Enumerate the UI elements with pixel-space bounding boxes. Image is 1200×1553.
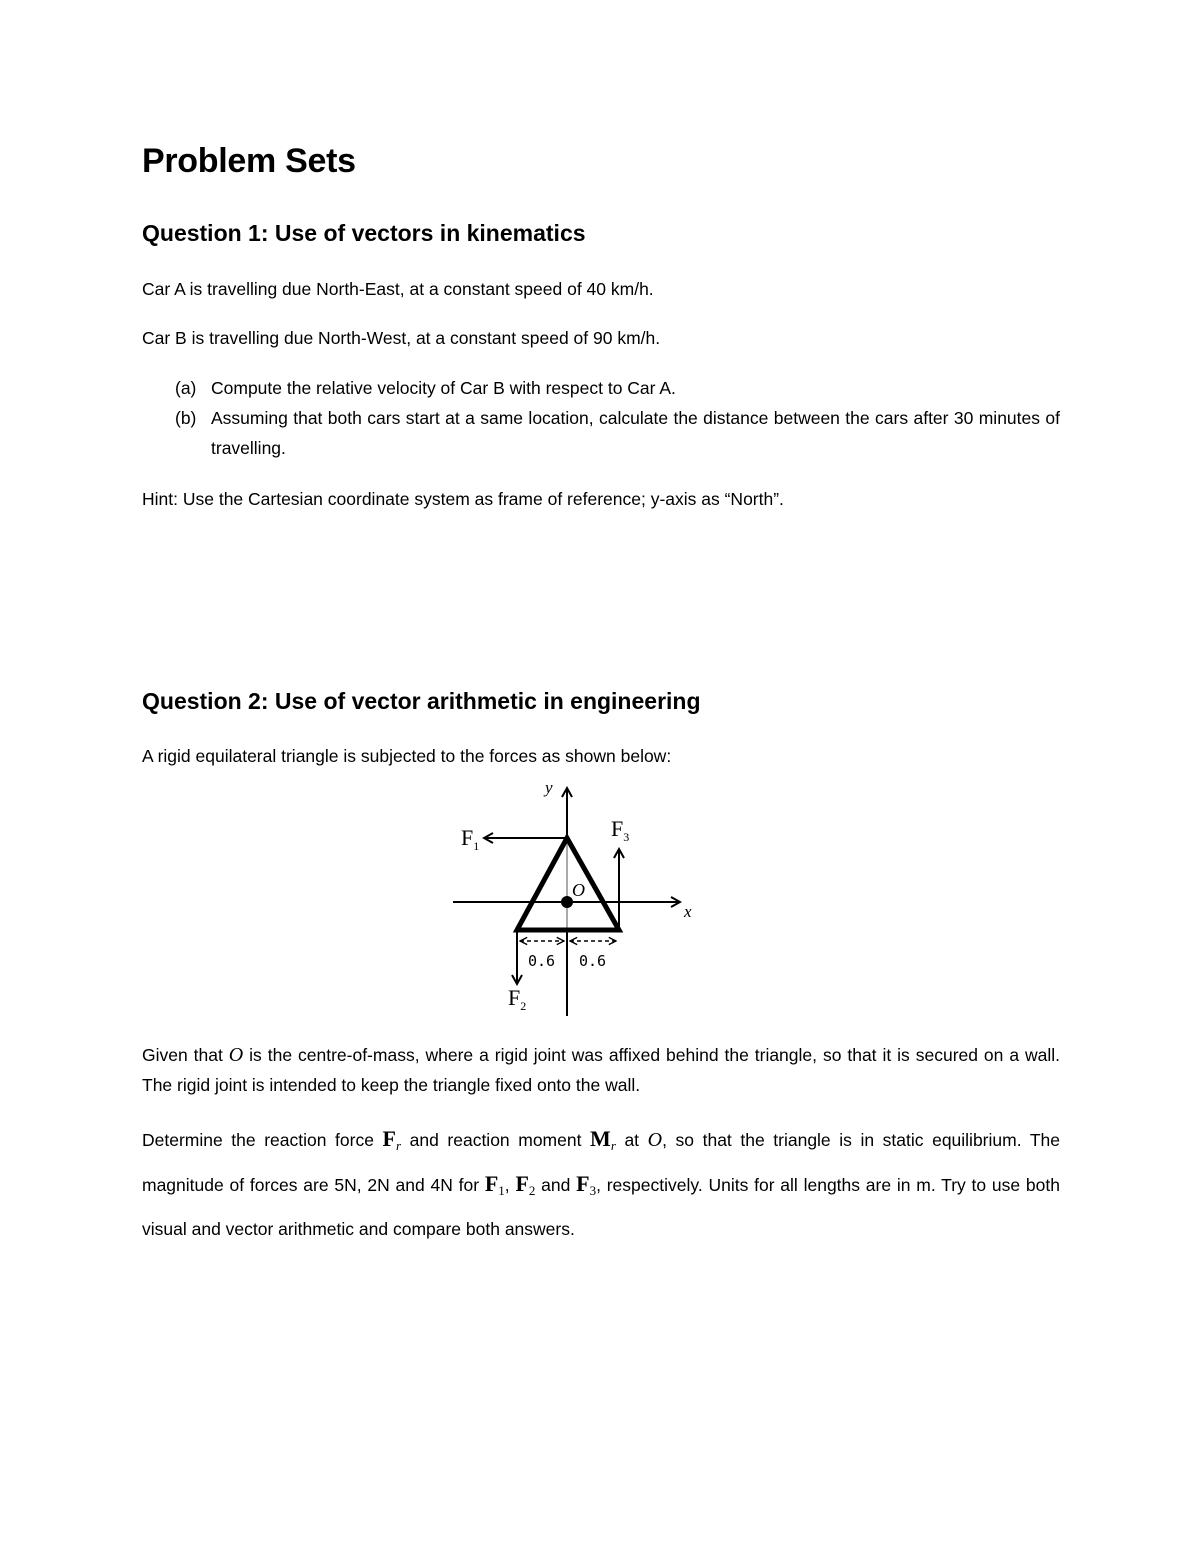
q1-item-a-text: Compute the relative velocity of Car B with respect to Car A.	[211, 378, 676, 398]
q1-item-b-text: Assuming that both cars start at a same location, calculate the distance between the cars after 30 minutes of travelling.	[211, 408, 1060, 458]
f3-subscript: 3	[623, 830, 630, 844]
det-text-1: Determine the reaction force	[142, 1130, 383, 1150]
q2-given-paragraph	[142, 1040, 1060, 1100]
det-o-symbol: O	[647, 1129, 663, 1151]
f2-symbol: F	[515, 1171, 529, 1196]
dimension-right-label: 0.6	[579, 952, 607, 970]
page-title: Problem Sets	[142, 142, 356, 180]
given-o-symbol: O	[228, 1044, 244, 1066]
f1-label	[461, 825, 479, 853]
q1-car-b-text: Car B is travelling due North-West, at a constant speed of 90 km/h.	[142, 328, 661, 348]
f2-subscript: 2	[520, 999, 527, 1013]
f3-label	[611, 816, 629, 844]
f3-letter: F	[611, 816, 624, 841]
q2-intro: A rigid equilateral triangle is subjected to the forces as shown below:	[142, 746, 672, 766]
q1-item-a	[175, 373, 1060, 403]
f1-symbol-subscript: 1	[498, 1183, 505, 1198]
det-text-2: and reaction moment	[401, 1130, 591, 1150]
reaction-moment-subscript: r	[610, 1138, 616, 1153]
question-2-heading: Question 2: Use of vector arithmetic in engineering	[142, 688, 701, 714]
det-text-5: , respectively. Units for all lengths are in m. Try to use both visual and vector arithmetic and compare both answers.	[142, 1175, 1060, 1239]
f2-symbol-subscript: 2	[528, 1183, 536, 1198]
f1-letter: F	[461, 825, 474, 850]
q1-item-a-label: (a)	[175, 378, 197, 398]
q1-car-a-text: Car A is travelling due North-East, at a constant speed of 40 km/h.	[142, 279, 654, 299]
f3-symbol-subscript: 3	[589, 1183, 597, 1198]
dimension-left-label: 0.6	[528, 952, 556, 970]
f1-subscript: 1	[473, 839, 480, 853]
question-1-heading: Question 1: Use of vectors in kinematics	[142, 220, 586, 246]
force-diagram	[440, 770, 710, 1025]
f2-label	[508, 985, 526, 1013]
f1-symbol: F	[484, 1171, 499, 1196]
origin-label: O	[572, 880, 585, 900]
f2-letter: F	[508, 985, 521, 1010]
det-text-3: at	[615, 1130, 648, 1150]
given-part-2: is the centre-of-mass, where a rigid joint was affixed behind the triangle, so that it is secured on a wall. The rigid joint is intended to keep the triangle fixed onto the wall.	[142, 1045, 1060, 1095]
y-axis-label: y	[545, 778, 553, 797]
q1-item-b	[175, 403, 1060, 463]
x-axis-label: x	[684, 902, 692, 921]
q2-determine-paragraph	[142, 1120, 1060, 1248]
reaction-force-symbol: F	[382, 1126, 396, 1151]
det-sep-1: ,	[504, 1175, 516, 1195]
reaction-force-subscript: r	[395, 1138, 402, 1153]
f3-symbol: F	[576, 1171, 590, 1196]
q1-hint: Hint: Use the Cartesian coordinate system as frame of reference; y-axis as “North”.	[142, 489, 784, 509]
det-and: and	[535, 1175, 577, 1195]
det-text-4: , so that the triangle is in static equilibrium. The magnitude of forces are 5N, 2N and 4N for	[142, 1130, 1060, 1195]
given-part-1: Given that	[142, 1045, 229, 1065]
q1-item-b-label: (b)	[175, 408, 197, 428]
reaction-moment-symbol: M	[590, 1126, 611, 1151]
